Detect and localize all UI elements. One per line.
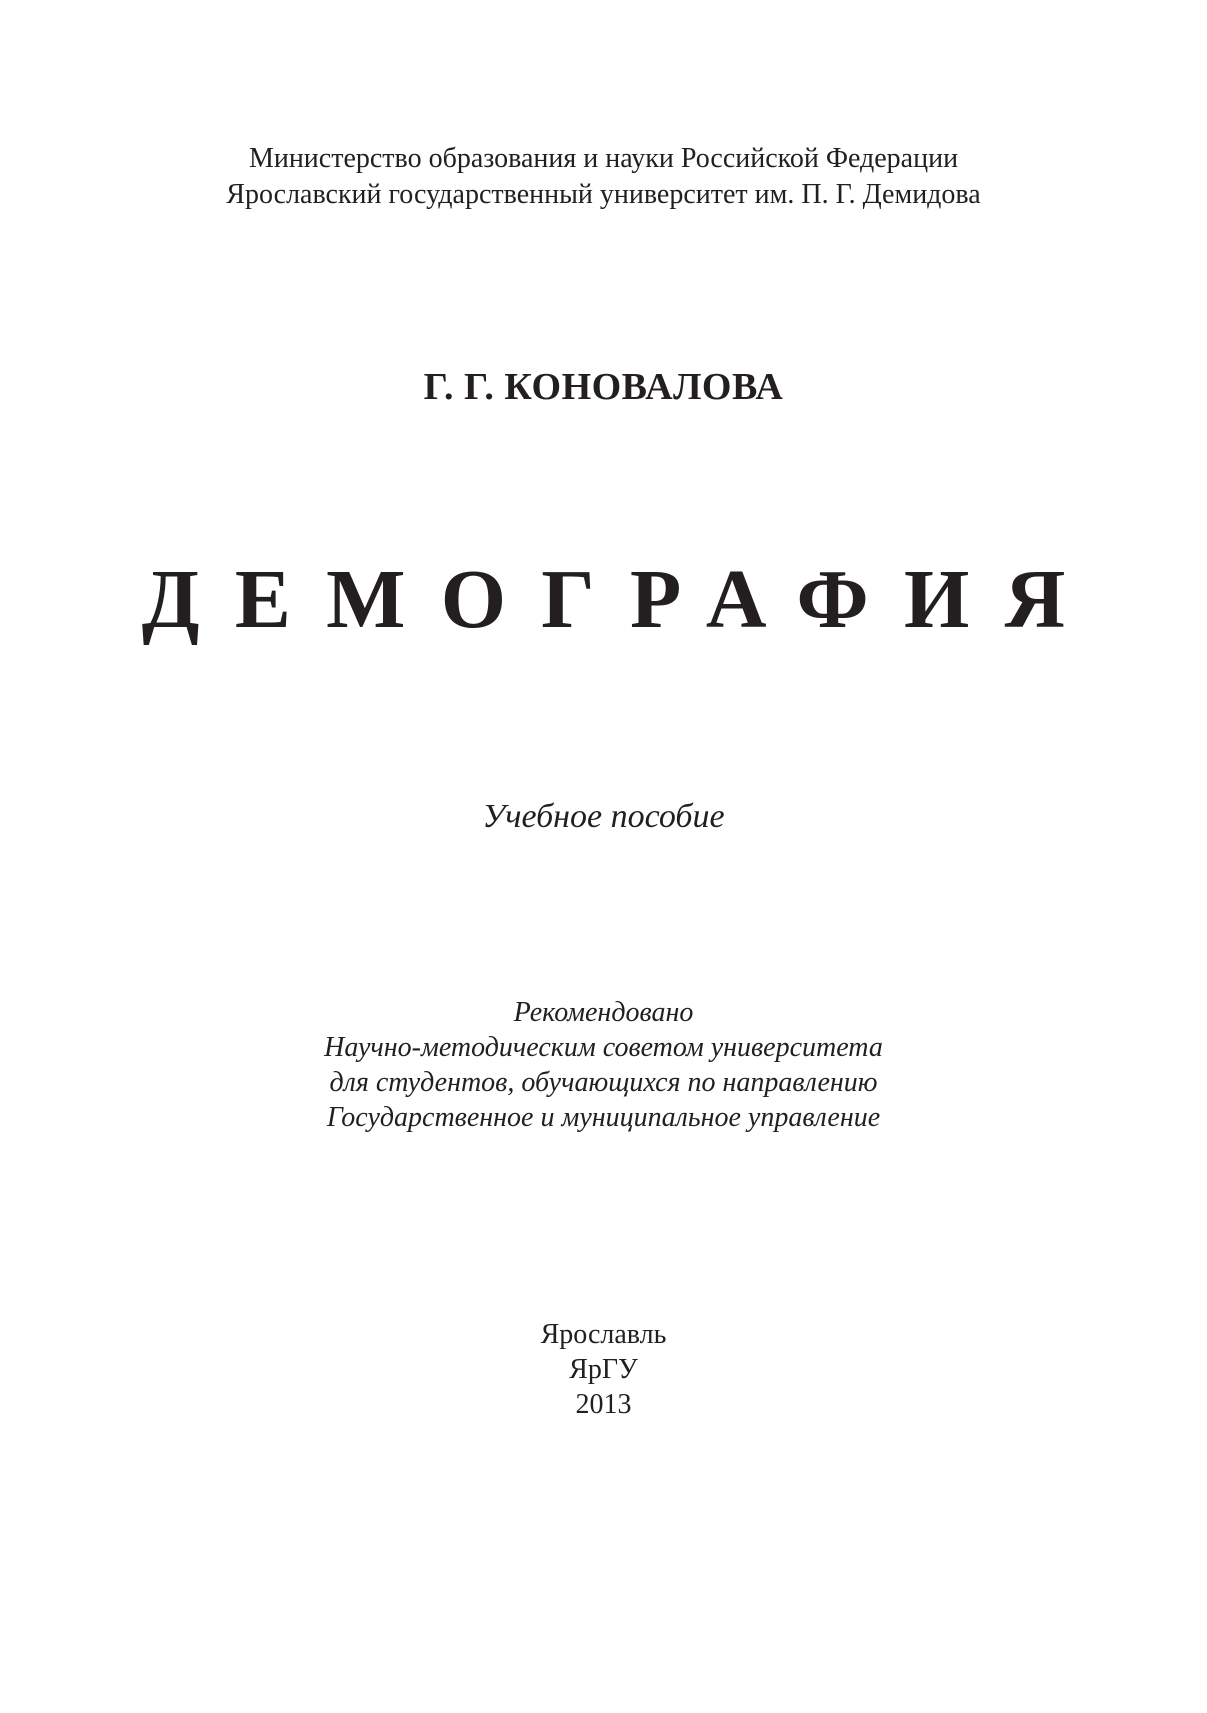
book-title: ДЕМОГРАФИЯ (141, 553, 1101, 646)
book-subtitle: Учебное пособие (482, 798, 725, 835)
imprint-city: Ярославль (540, 1319, 667, 1350)
recommendation-line-3: для студентов, обучающихся по направлению (329, 1067, 878, 1098)
ministry-line: Министерство образования и науки Российской Федерации (248, 143, 959, 174)
recommendation-line-1: Рекомендовано (513, 997, 694, 1028)
recommendation-line-2: Научно-методическим советом университета (324, 1032, 883, 1063)
imprint-year: 2013 (575, 1389, 632, 1420)
university-line: Ярославский государственный университет им. П. Г. Демидова (226, 179, 981, 210)
imprint-publisher: ЯрГУ (569, 1354, 638, 1385)
author-name: Г. Г. КОНОВАЛОВА (423, 366, 784, 408)
recommendation-line-4: Государственное и муниципальное управление (326, 1102, 881, 1133)
